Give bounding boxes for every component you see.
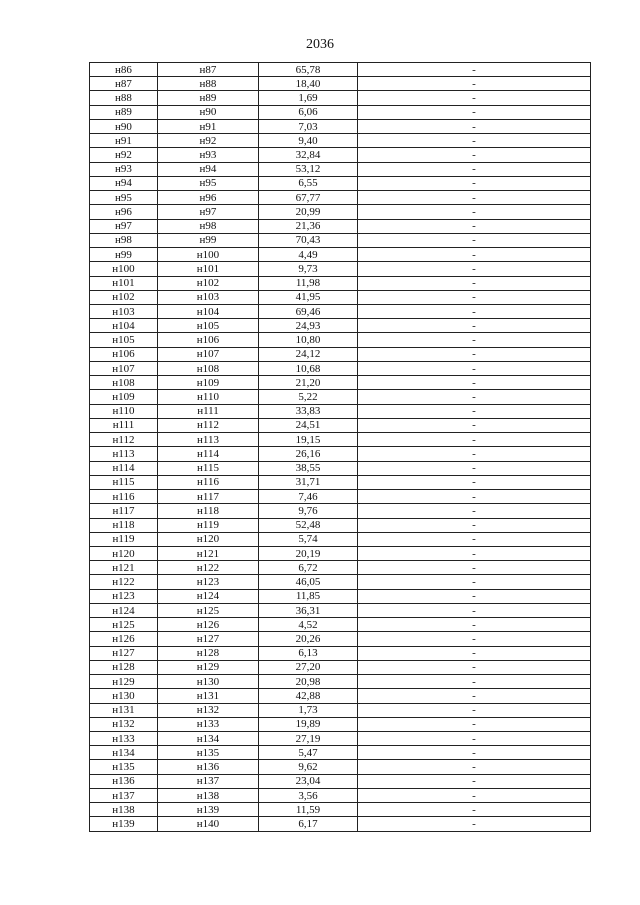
from-point-cell: н102 — [90, 290, 158, 304]
table-row — [90, 788, 591, 802]
length-cell: 41,95 — [259, 290, 358, 304]
note-cell: - — [358, 248, 591, 262]
table-row — [90, 703, 591, 717]
from-point-cell: н132 — [90, 717, 158, 731]
length-cell: 9,62 — [259, 760, 358, 774]
from-point-cell: н99 — [90, 248, 158, 262]
table-row — [90, 319, 591, 333]
to-point-cell: н131 — [158, 689, 259, 703]
length-cell: 26,16 — [259, 447, 358, 461]
to-point-cell: н132 — [158, 703, 259, 717]
table-row — [90, 290, 591, 304]
to-point-cell: н100 — [158, 248, 259, 262]
from-point-cell: н130 — [90, 689, 158, 703]
from-point-cell: н137 — [90, 788, 158, 802]
length-cell: 20,19 — [259, 546, 358, 560]
to-point-cell: н115 — [158, 461, 259, 475]
to-point-cell: н113 — [158, 433, 259, 447]
to-point-cell: н106 — [158, 333, 259, 347]
to-point-cell: н137 — [158, 774, 259, 788]
note-cell: - — [358, 589, 591, 603]
from-point-cell: н128 — [90, 660, 158, 674]
note-cell: - — [358, 660, 591, 674]
table-row — [90, 447, 591, 461]
note-cell: - — [358, 817, 591, 831]
note-cell: - — [358, 603, 591, 617]
length-cell: 1,69 — [259, 91, 358, 105]
note-cell: - — [358, 703, 591, 717]
to-point-cell: н123 — [158, 575, 259, 589]
table-row — [90, 689, 591, 703]
to-point-cell: н111 — [158, 404, 259, 418]
from-point-cell: н135 — [90, 760, 158, 774]
table-row — [90, 575, 591, 589]
table-row — [90, 91, 591, 105]
note-cell: - — [358, 148, 591, 162]
to-point-cell: н119 — [158, 518, 259, 532]
table-row — [90, 646, 591, 660]
table-row — [90, 376, 591, 390]
from-point-cell: н139 — [90, 817, 158, 831]
note-cell: - — [358, 262, 591, 276]
to-point-cell: н136 — [158, 760, 259, 774]
from-point-cell: н88 — [90, 91, 158, 105]
note-cell: - — [358, 205, 591, 219]
length-cell: 7,03 — [259, 119, 358, 133]
table-row — [90, 475, 591, 489]
table-row — [90, 618, 591, 632]
from-point-cell: н89 — [90, 105, 158, 119]
length-cell: 5,74 — [259, 532, 358, 546]
length-cell: 33,83 — [259, 404, 358, 418]
to-point-cell: н88 — [158, 77, 259, 91]
note-cell: - — [358, 347, 591, 361]
length-cell: 27,20 — [259, 660, 358, 674]
boundary-segments-table-wrapper — [89, 62, 590, 832]
from-point-cell: н136 — [90, 774, 158, 788]
table-row — [90, 603, 591, 617]
length-cell: 27,19 — [259, 732, 358, 746]
note-cell: - — [358, 689, 591, 703]
from-point-cell: н86 — [90, 63, 158, 77]
length-cell: 10,68 — [259, 361, 358, 375]
note-cell: - — [358, 575, 591, 589]
table-row — [90, 660, 591, 674]
to-point-cell: н97 — [158, 205, 259, 219]
note-cell: - — [358, 461, 591, 475]
note-cell: - — [358, 191, 591, 205]
from-point-cell: н127 — [90, 646, 158, 660]
table-row — [90, 119, 591, 133]
from-point-cell: н93 — [90, 162, 158, 176]
length-cell: 24,12 — [259, 347, 358, 361]
from-point-cell: н122 — [90, 575, 158, 589]
table-row — [90, 561, 591, 575]
from-point-cell: н123 — [90, 589, 158, 603]
to-point-cell: н96 — [158, 191, 259, 205]
table-row — [90, 532, 591, 546]
to-point-cell: н129 — [158, 660, 259, 674]
from-point-cell: н126 — [90, 632, 158, 646]
from-point-cell: н107 — [90, 361, 158, 375]
length-cell: 4,49 — [259, 248, 358, 262]
length-cell: 67,77 — [259, 191, 358, 205]
table-row — [90, 134, 591, 148]
length-cell: 21,20 — [259, 376, 358, 390]
table-row — [90, 418, 591, 432]
note-cell: - — [358, 319, 591, 333]
table-row — [90, 333, 591, 347]
to-point-cell: н110 — [158, 390, 259, 404]
note-cell: - — [358, 760, 591, 774]
length-cell: 5,22 — [259, 390, 358, 404]
from-point-cell: н129 — [90, 675, 158, 689]
to-point-cell: н105 — [158, 319, 259, 333]
table-row — [90, 304, 591, 318]
from-point-cell: н112 — [90, 433, 158, 447]
from-point-cell: н106 — [90, 347, 158, 361]
length-cell: 11,85 — [259, 589, 358, 603]
to-point-cell: н108 — [158, 361, 259, 375]
table-row — [90, 504, 591, 518]
note-cell: - — [358, 304, 591, 318]
from-point-cell: н133 — [90, 732, 158, 746]
from-point-cell: н90 — [90, 119, 158, 133]
length-cell: 46,05 — [259, 575, 358, 589]
note-cell: - — [358, 774, 591, 788]
table-row — [90, 105, 591, 119]
length-cell: 69,46 — [259, 304, 358, 318]
from-point-cell: н98 — [90, 233, 158, 247]
length-cell: 18,40 — [259, 77, 358, 91]
table-row — [90, 546, 591, 560]
to-point-cell: н121 — [158, 546, 259, 560]
length-cell: 11,98 — [259, 276, 358, 290]
length-cell: 65,78 — [259, 63, 358, 77]
length-cell: 9,40 — [259, 134, 358, 148]
to-point-cell: н124 — [158, 589, 259, 603]
length-cell: 10,80 — [259, 333, 358, 347]
to-point-cell: н102 — [158, 276, 259, 290]
length-cell: 7,46 — [259, 490, 358, 504]
from-point-cell: н131 — [90, 703, 158, 717]
length-cell: 21,36 — [259, 219, 358, 233]
note-cell: - — [358, 376, 591, 390]
length-cell: 19,89 — [259, 717, 358, 731]
table-row — [90, 803, 591, 817]
table-row — [90, 233, 591, 247]
table-row — [90, 760, 591, 774]
note-cell: - — [358, 290, 591, 304]
length-cell: 24,93 — [259, 319, 358, 333]
to-point-cell: н118 — [158, 504, 259, 518]
to-point-cell: н104 — [158, 304, 259, 318]
from-point-cell: н138 — [90, 803, 158, 817]
table-row — [90, 248, 591, 262]
length-cell: 9,76 — [259, 504, 358, 518]
from-point-cell: н97 — [90, 219, 158, 233]
table-row — [90, 404, 591, 418]
length-cell: 5,47 — [259, 746, 358, 760]
from-point-cell: н109 — [90, 390, 158, 404]
to-point-cell: н91 — [158, 119, 259, 133]
note-cell: - — [358, 717, 591, 731]
length-cell: 6,72 — [259, 561, 358, 575]
table-row — [90, 490, 591, 504]
from-point-cell: н125 — [90, 618, 158, 632]
from-point-cell: н108 — [90, 376, 158, 390]
to-point-cell: н116 — [158, 475, 259, 489]
from-point-cell: н118 — [90, 518, 158, 532]
table-row — [90, 518, 591, 532]
from-point-cell: н119 — [90, 532, 158, 546]
to-point-cell: н94 — [158, 162, 259, 176]
note-cell: - — [358, 91, 591, 105]
from-point-cell: н105 — [90, 333, 158, 347]
from-point-cell: н110 — [90, 404, 158, 418]
table-row — [90, 276, 591, 290]
length-cell: 36,31 — [259, 603, 358, 617]
to-point-cell: н139 — [158, 803, 259, 817]
table-row — [90, 817, 591, 831]
length-cell: 20,99 — [259, 205, 358, 219]
note-cell: - — [358, 746, 591, 760]
from-point-cell: н101 — [90, 276, 158, 290]
note-cell: - — [358, 162, 591, 176]
table-row — [90, 717, 591, 731]
table-row — [90, 732, 591, 746]
to-point-cell: н140 — [158, 817, 259, 831]
to-point-cell: н117 — [158, 490, 259, 504]
note-cell: - — [358, 77, 591, 91]
from-point-cell: н104 — [90, 319, 158, 333]
to-point-cell: н122 — [158, 561, 259, 575]
length-cell: 6,55 — [259, 176, 358, 190]
from-point-cell: н134 — [90, 746, 158, 760]
to-point-cell: н125 — [158, 603, 259, 617]
note-cell: - — [358, 732, 591, 746]
note-cell: - — [358, 176, 591, 190]
note-cell: - — [358, 646, 591, 660]
note-cell: - — [358, 532, 591, 546]
from-point-cell: н96 — [90, 205, 158, 219]
to-point-cell: н109 — [158, 376, 259, 390]
table-row — [90, 632, 591, 646]
to-point-cell: н95 — [158, 176, 259, 190]
length-cell: 19,15 — [259, 433, 358, 447]
note-cell: - — [358, 404, 591, 418]
from-point-cell: н121 — [90, 561, 158, 575]
length-cell: 32,84 — [259, 148, 358, 162]
length-cell: 6,13 — [259, 646, 358, 660]
length-cell: 23,04 — [259, 774, 358, 788]
note-cell: - — [358, 390, 591, 404]
note-cell: - — [358, 618, 591, 632]
to-point-cell: н112 — [158, 418, 259, 432]
from-point-cell: н94 — [90, 176, 158, 190]
from-point-cell: н115 — [90, 475, 158, 489]
to-point-cell: н92 — [158, 134, 259, 148]
to-point-cell: н133 — [158, 717, 259, 731]
table-row — [90, 262, 591, 276]
note-cell: - — [358, 433, 591, 447]
to-point-cell: н126 — [158, 618, 259, 632]
table-row — [90, 205, 591, 219]
length-cell: 9,73 — [259, 262, 358, 276]
note-cell: - — [358, 561, 591, 575]
table-row — [90, 774, 591, 788]
to-point-cell: н135 — [158, 746, 259, 760]
from-point-cell: н116 — [90, 490, 158, 504]
to-point-cell: н120 — [158, 532, 259, 546]
from-point-cell: н91 — [90, 134, 158, 148]
length-cell: 70,43 — [259, 233, 358, 247]
from-point-cell: н113 — [90, 447, 158, 461]
table-row — [90, 675, 591, 689]
note-cell: - — [358, 119, 591, 133]
note-cell: - — [358, 490, 591, 504]
from-point-cell: н92 — [90, 148, 158, 162]
note-cell: - — [358, 504, 591, 518]
to-point-cell: н127 — [158, 632, 259, 646]
length-cell: 38,55 — [259, 461, 358, 475]
length-cell: 6,17 — [259, 817, 358, 831]
to-point-cell: н89 — [158, 91, 259, 105]
length-cell: 52,48 — [259, 518, 358, 532]
note-cell: - — [358, 105, 591, 119]
from-point-cell: н124 — [90, 603, 158, 617]
to-point-cell: н93 — [158, 148, 259, 162]
table-row — [90, 191, 591, 205]
table-row — [90, 361, 591, 375]
length-cell: 4,52 — [259, 618, 358, 632]
to-point-cell: н90 — [158, 105, 259, 119]
to-point-cell: н99 — [158, 233, 259, 247]
from-point-cell: н87 — [90, 77, 158, 91]
length-cell: 31,71 — [259, 475, 358, 489]
to-point-cell: н103 — [158, 290, 259, 304]
to-point-cell: н107 — [158, 347, 259, 361]
boundary-segments-table — [89, 62, 591, 832]
note-cell: - — [358, 788, 591, 802]
length-cell: 24,51 — [259, 418, 358, 432]
note-cell: - — [358, 632, 591, 646]
note-cell: - — [358, 134, 591, 148]
length-cell: 42,88 — [259, 689, 358, 703]
length-cell: 53,12 — [259, 162, 358, 176]
to-point-cell: н128 — [158, 646, 259, 660]
note-cell: - — [358, 233, 591, 247]
length-cell: 1,73 — [259, 703, 358, 717]
table-row — [90, 148, 591, 162]
note-cell: - — [358, 447, 591, 461]
to-point-cell: н130 — [158, 675, 259, 689]
from-point-cell: н100 — [90, 262, 158, 276]
length-cell: 3,56 — [259, 788, 358, 802]
note-cell: - — [358, 475, 591, 489]
length-cell: 6,06 — [259, 105, 358, 119]
to-point-cell: н114 — [158, 447, 259, 461]
length-cell: 20,26 — [259, 632, 358, 646]
from-point-cell: н111 — [90, 418, 158, 432]
from-point-cell: н120 — [90, 546, 158, 560]
table-row — [90, 219, 591, 233]
table-row — [90, 746, 591, 760]
note-cell: - — [358, 803, 591, 817]
note-cell: - — [358, 63, 591, 77]
table-row — [90, 77, 591, 91]
from-point-cell: н117 — [90, 504, 158, 518]
to-point-cell: н98 — [158, 219, 259, 233]
from-point-cell: н114 — [90, 461, 158, 475]
table-row — [90, 347, 591, 361]
note-cell: - — [358, 675, 591, 689]
table-row — [90, 390, 591, 404]
to-point-cell: н134 — [158, 732, 259, 746]
table-row — [90, 461, 591, 475]
note-cell: - — [358, 333, 591, 347]
note-cell: - — [358, 518, 591, 532]
table-body — [90, 63, 591, 832]
to-point-cell: н87 — [158, 63, 259, 77]
note-cell: - — [358, 361, 591, 375]
table-row — [90, 63, 591, 77]
note-cell: - — [358, 219, 591, 233]
table-row — [90, 162, 591, 176]
from-point-cell: н103 — [90, 304, 158, 318]
from-point-cell: н95 — [90, 191, 158, 205]
table-row — [90, 433, 591, 447]
note-cell: - — [358, 418, 591, 432]
length-cell: 20,98 — [259, 675, 358, 689]
to-point-cell: н101 — [158, 262, 259, 276]
table-row — [90, 589, 591, 603]
note-cell: - — [358, 276, 591, 290]
note-cell: - — [358, 546, 591, 560]
to-point-cell: н138 — [158, 788, 259, 802]
page-number: 2036 — [306, 37, 334, 52]
length-cell: 11,59 — [259, 803, 358, 817]
table-row — [90, 176, 591, 190]
